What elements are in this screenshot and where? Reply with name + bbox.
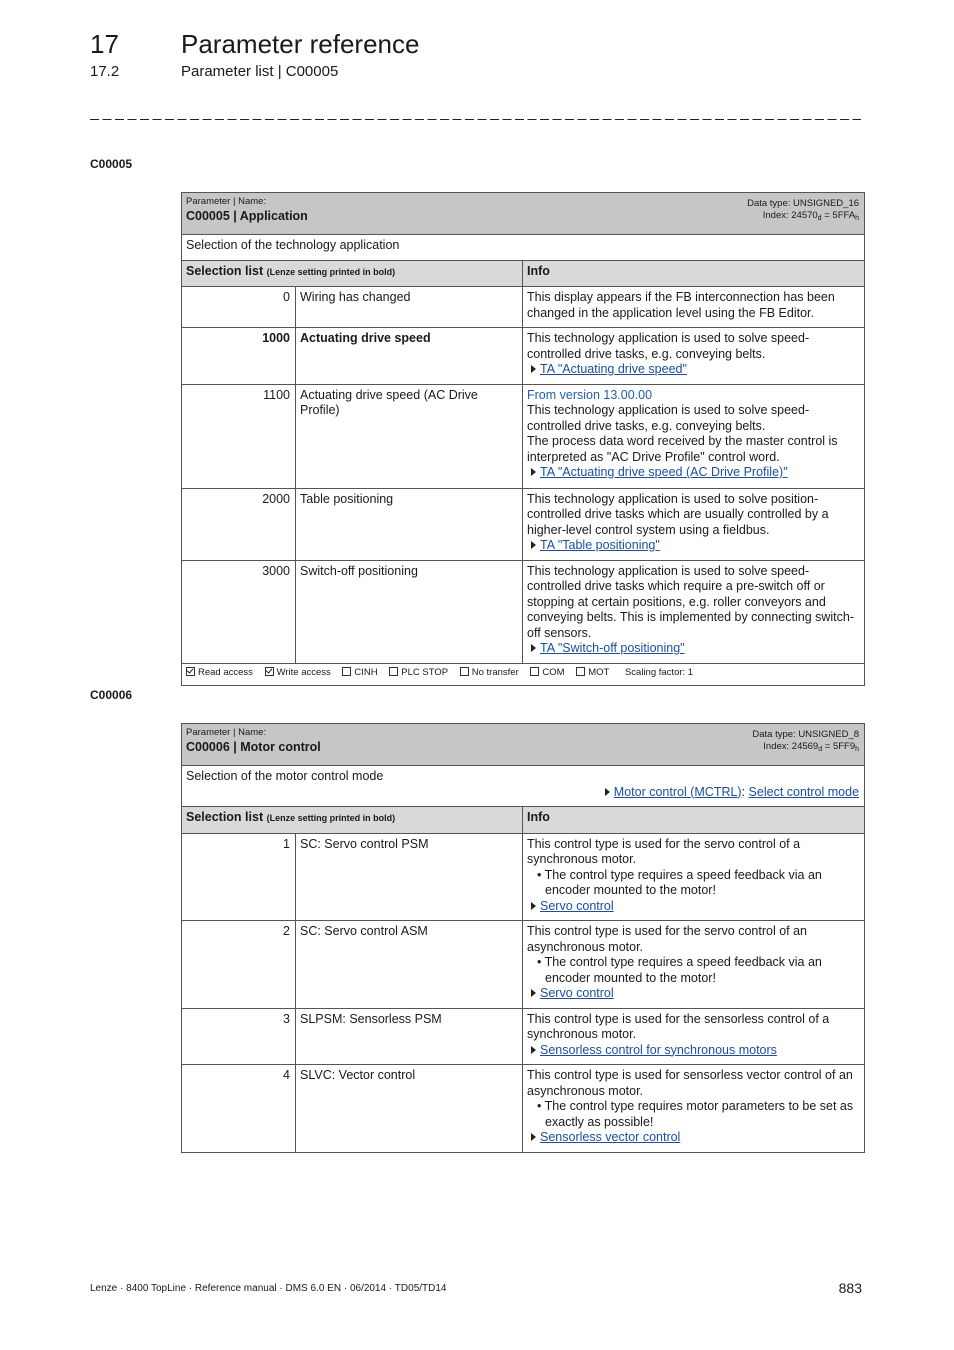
option-info: This technology application is used to solve speed-controlled drive tasks which require a pre-switch off or stopping at certain positions, e.g. roller conveyors and conveying belts. This is implemented by connecting switch-off sensors. TA "Switch-off positioning" [523, 560, 865, 663]
checkbox-empty-icon [576, 667, 585, 676]
table-row [182, 921, 865, 1009]
info-link[interactable]: TA "Actuating drive speed (AC Drive Profile)" [527, 465, 859, 481]
arrow-right-icon [531, 1133, 536, 1141]
flag-cinh: CINH [342, 667, 377, 678]
info-link[interactable]: TA "Actuating drive speed" [527, 362, 859, 378]
table-row [182, 287, 865, 328]
option-info: This control type is used for the sensorless control of a synchronous motor. Sensorless control for synchronous motors [523, 1008, 865, 1065]
info-link[interactable]: TA "Switch-off positioning" [527, 641, 859, 657]
param-header [182, 724, 865, 766]
option-info: This technology application is used to solve position-controlled drive tasks which are usually controlled by a higher-level control system using a fieldbus. TA "Table positioning" [523, 488, 865, 560]
flag-mot: MOT [576, 667, 609, 678]
param-table-c00005 [181, 192, 865, 686]
arrow-right-icon [531, 365, 536, 373]
option-label: SLVC: Vector control [296, 1065, 523, 1153]
table-row [182, 488, 865, 560]
header-divider [90, 108, 861, 120]
section-title: Parameter list | C00005 [181, 63, 339, 80]
table-row [182, 328, 865, 385]
param-description: Selection of the technology application [182, 235, 865, 261]
option-info: This control type is used for sensorless vector control of an asynchronous motor. • The control type requires motor parameters to be set as exactly as possible! Sensorless vector control [523, 1065, 865, 1153]
param-index: Index: $24569_d = 5FF9_h$ [763, 741, 860, 753]
description-links: Motor control (MCTRL): Select control mode [186, 785, 859, 801]
option-label: Actuating drive speed [296, 328, 523, 385]
selection-list-header: Selection list (Lenze setting printed in bold) [182, 807, 523, 834]
checkbox-empty-icon [530, 667, 539, 676]
option-value: 4 [182, 1065, 296, 1153]
option-label: Table positioning [296, 488, 523, 560]
option-label: SC: Servo control ASM [296, 921, 523, 1009]
flag-write-access: Write access [265, 667, 331, 678]
option-info: This control type is used for the servo control of an asynchronous motor. • The control type requires a speed feedback via an encoder mounted to the motor! Servo control [523, 921, 865, 1009]
option-value: 2000 [182, 488, 296, 560]
checkbox-checked-icon [265, 667, 274, 676]
option-value: 2 [182, 921, 296, 1009]
option-info: This control type is used for the servo control of a synchronous motor. • The control type requires a speed feedback via an encoder mounted to the motor! Servo control [523, 833, 865, 921]
param-header [182, 193, 865, 235]
arrow-right-icon [531, 902, 536, 910]
chapter-title: Parameter reference [181, 29, 420, 59]
selection-list-header: Selection list (Lenze setting printed in bold) [182, 260, 523, 287]
info-link[interactable]: Sensorless control for synchronous motors [527, 1043, 859, 1059]
param-name: C00005 | Application [186, 209, 308, 223]
param-label-c00005: C00005 [90, 157, 133, 171]
option-value: 3000 [182, 560, 296, 663]
option-label: Actuating drive speed (AC Drive Profile) [296, 384, 523, 488]
name-label: Parameter | Name: [186, 727, 267, 738]
arrow-right-icon [531, 468, 536, 476]
param-name: C00006 | Motor control [186, 740, 321, 754]
arrow-right-icon [605, 788, 610, 796]
param-description: Selection of the motor control mode Motor control (MCTRL): Select control mode [182, 766, 865, 807]
info-link[interactable]: Servo control [527, 986, 859, 1002]
option-info: This display appears if the FB interconnection has been changed in the application level using the FB Editor. [523, 287, 865, 328]
arrow-right-icon [531, 989, 536, 997]
option-label: SLPSM: Sensorless PSM [296, 1008, 523, 1065]
option-value: 3 [182, 1008, 296, 1065]
table-row [182, 833, 865, 921]
checkbox-empty-icon [460, 667, 469, 676]
version-note: From version 13.00.00 [527, 387, 653, 402]
table-row [182, 1008, 865, 1065]
flag-com: COM [530, 667, 564, 678]
option-label: Wiring has changed [296, 287, 523, 328]
name-label: Parameter | Name: [186, 196, 267, 207]
data-type: Data type: UNSIGNED_16 [747, 198, 860, 209]
info-link[interactable]: TA "Table positioning" [527, 538, 859, 554]
arrow-right-icon [531, 1046, 536, 1054]
info-header: Info [523, 807, 865, 834]
page-footer: Lenze · 8400 TopLine · Reference manual · DMS 6.0 EN · 06/2014 · TD05/TD14 [90, 1283, 447, 1294]
access-flags [182, 663, 865, 685]
flag-read-access: Read access [186, 667, 253, 678]
flag-no-transfer: No transfer [460, 667, 519, 678]
link-select-control-mode[interactable]: Select control mode [748, 784, 860, 799]
section-number: 17.2 [90, 63, 120, 80]
page-number: 883 [838, 1280, 862, 1296]
info-header: Info [523, 260, 865, 287]
scaling-factor: Scaling factor: 1 [624, 666, 694, 678]
option-info: From version 13.00.00 This technology application is used to solve speed-controlled drive tasks, e.g. conveying belts. The process data word received by the master control is interpreted as "AC Drive Profile" control word. TA "Actuating drive speed (AC Drive Profile)" [523, 384, 865, 488]
data-type-block [747, 198, 859, 225]
param-table-c00006 [181, 723, 865, 1153]
flag-plc-stop: PLC STOP [389, 667, 448, 678]
table-row [182, 1065, 865, 1153]
option-label: SC: Servo control PSM [296, 833, 523, 921]
bullet-note: • The control type requires motor parameters to be set as exactly as possible! [537, 1099, 854, 1129]
option-info: This technology application is used to solve speed-controlled drive tasks, e.g. conveying belts. TA "Actuating drive speed" [523, 328, 865, 385]
option-value: 1100 [182, 384, 296, 488]
chapter-number: 17 [90, 29, 119, 59]
data-type: Data type: UNSIGNED_8 [752, 729, 860, 740]
checkbox-empty-icon [389, 667, 398, 676]
link-motor-control[interactable]: Motor control (MCTRL) [613, 784, 742, 799]
table-row [182, 560, 865, 663]
checkbox-checked-icon [186, 667, 195, 676]
option-value: 1 [182, 833, 296, 921]
bullet-note: • The control type requires a speed feedback via an encoder mounted to the motor! [537, 955, 822, 985]
data-type-block [752, 729, 859, 756]
checkbox-empty-icon [342, 667, 351, 676]
arrow-right-icon [531, 541, 536, 549]
option-value: 0 [182, 287, 296, 328]
param-index: Index: $24570_d = 5FFA_h$ [762, 210, 860, 222]
info-link[interactable]: Servo control [527, 899, 859, 915]
table-row [182, 384, 865, 488]
option-label: Switch-off positioning [296, 560, 523, 663]
param-label-c00006: C00006 [90, 688, 133, 702]
info-link[interactable]: Sensorless vector control [527, 1130, 859, 1146]
arrow-right-icon [531, 644, 536, 652]
bullet-note: • The control type requires a speed feedback via an encoder mounted to the motor! [537, 867, 822, 897]
option-value: 1000 [182, 328, 296, 385]
